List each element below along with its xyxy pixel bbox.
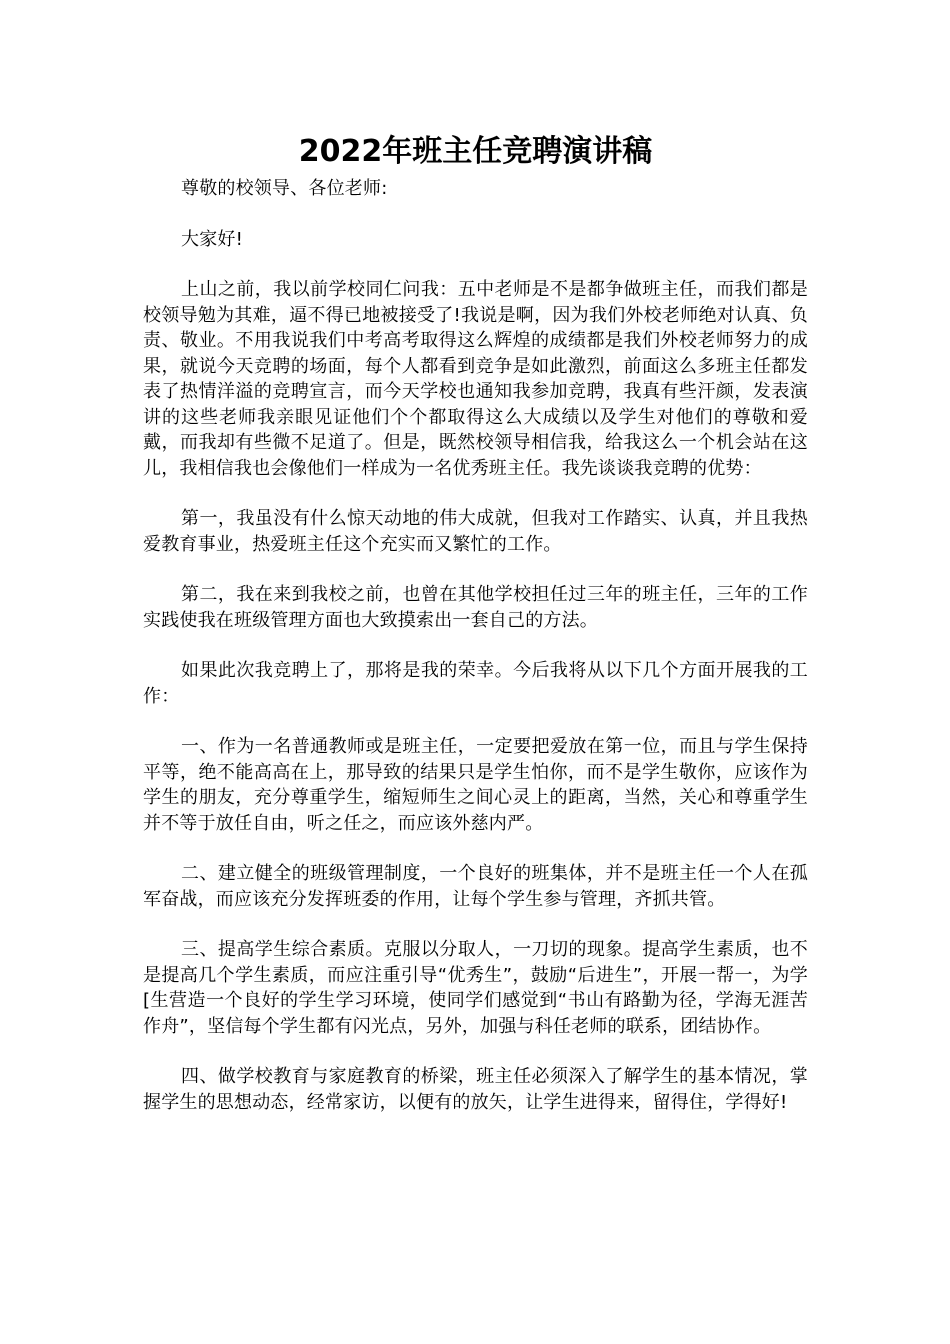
plan-two-paragraph: 二、建立健全的班级管理制度，一个良好的班集体，并不是班主任一个人在孤军奋战，而应该充分发挥班委的作用，让每个学生参与管理，齐抓共管。 [143,863,808,910]
document-title: 2022年班主任竞聘演讲稿 [298,134,653,169]
plan-four-paragraph: 四、做学校教育与家庭教育的桥梁，班主任必须深入了解学生的基本情况，掌握学生的思想动态，经常家访，以便有的放矢，让学生进得来，留得住，学得好! [143,1066,808,1113]
advantage-one-paragraph: 第一，我虽没有什么惊天动地的伟大成就，但我对工作踏实、认真，并且我热爱教育事业，热爱班主任这个充实而又繁忙的工作。 [143,508,808,555]
greeting-paragraph: 大家好! [181,228,244,250]
intro-paragraph: 上山之前，我以前学校同仁问我：五中老师是不是都争做班主任，而我们都是校领导勉为其难，逼不得已地被接受了!我说是啊，因为我们外校老师绝对认真、负责、敬业。不用我说我们中考高考取得这么辉煌的成绩都是我们外校老师努力的成果，就说今天竞聘的场面，每个人都看到竞争是如此激烈，前面这么多班主任都发表了热情洋溢的竞聘宣言，而今天学校也通知我参加竞聘，我真有些汗颜，发表演讲的这些老师我亲眼见证他们个个都取得这么大成绩以及学生对他们的尊敬和爱戴，而我却有些微不足道了。但是，既然校领导相信我，给我这么一个机会站在这儿，我相信我也会像他们一样成为一名优秀班主任。我先谈谈我竞聘的优势： [143,279,808,479]
plan-three-paragraph: 三、提高学生综合素质。克服以分取人，一刀切的现象。提高学生素质，也不是提高几个学生素质，而应注重引导“优秀生”，鼓励“后进生”，开展一帮一，为学[生营造一个良好的学生学习环境，使同学们感觉到“书山有路勤为径，学海无涯苦作舟”，坚信每个学生都有闪光点，另外，加强与科任老师的联系，团结协作。 [143,939,808,1037]
salutation-paragraph: 尊敬的校领导、各位老师: [181,178,388,199]
plan-intro-paragraph: 如果此次我竞聘上了，那将是我的荣幸。今后我将从以下几个方面开展我的工作： [143,660,808,707]
document-page [143,128,808,1140]
plan-one-paragraph: 一、作为一名普通教师或是班主任，一定要把爱放在第一位，而且与学生保持平等，绝不能高高在上，那导致的结果只是学生怕你，而不是学生敬你，应该作为学生的朋友，充分尊重学生，缩短师生之间心灵上的距离，当然，关心和尊重学生并不等于放任自由，听之任之，而应该外慈内严。 [143,736,808,834]
advantage-two-paragraph: 第二，我在来到我校之前，也曾在其他学校担任过三年的班主任，三年的工作实践使我在班级管理方面也大致摸索出一套自己的方法。 [143,584,808,631]
